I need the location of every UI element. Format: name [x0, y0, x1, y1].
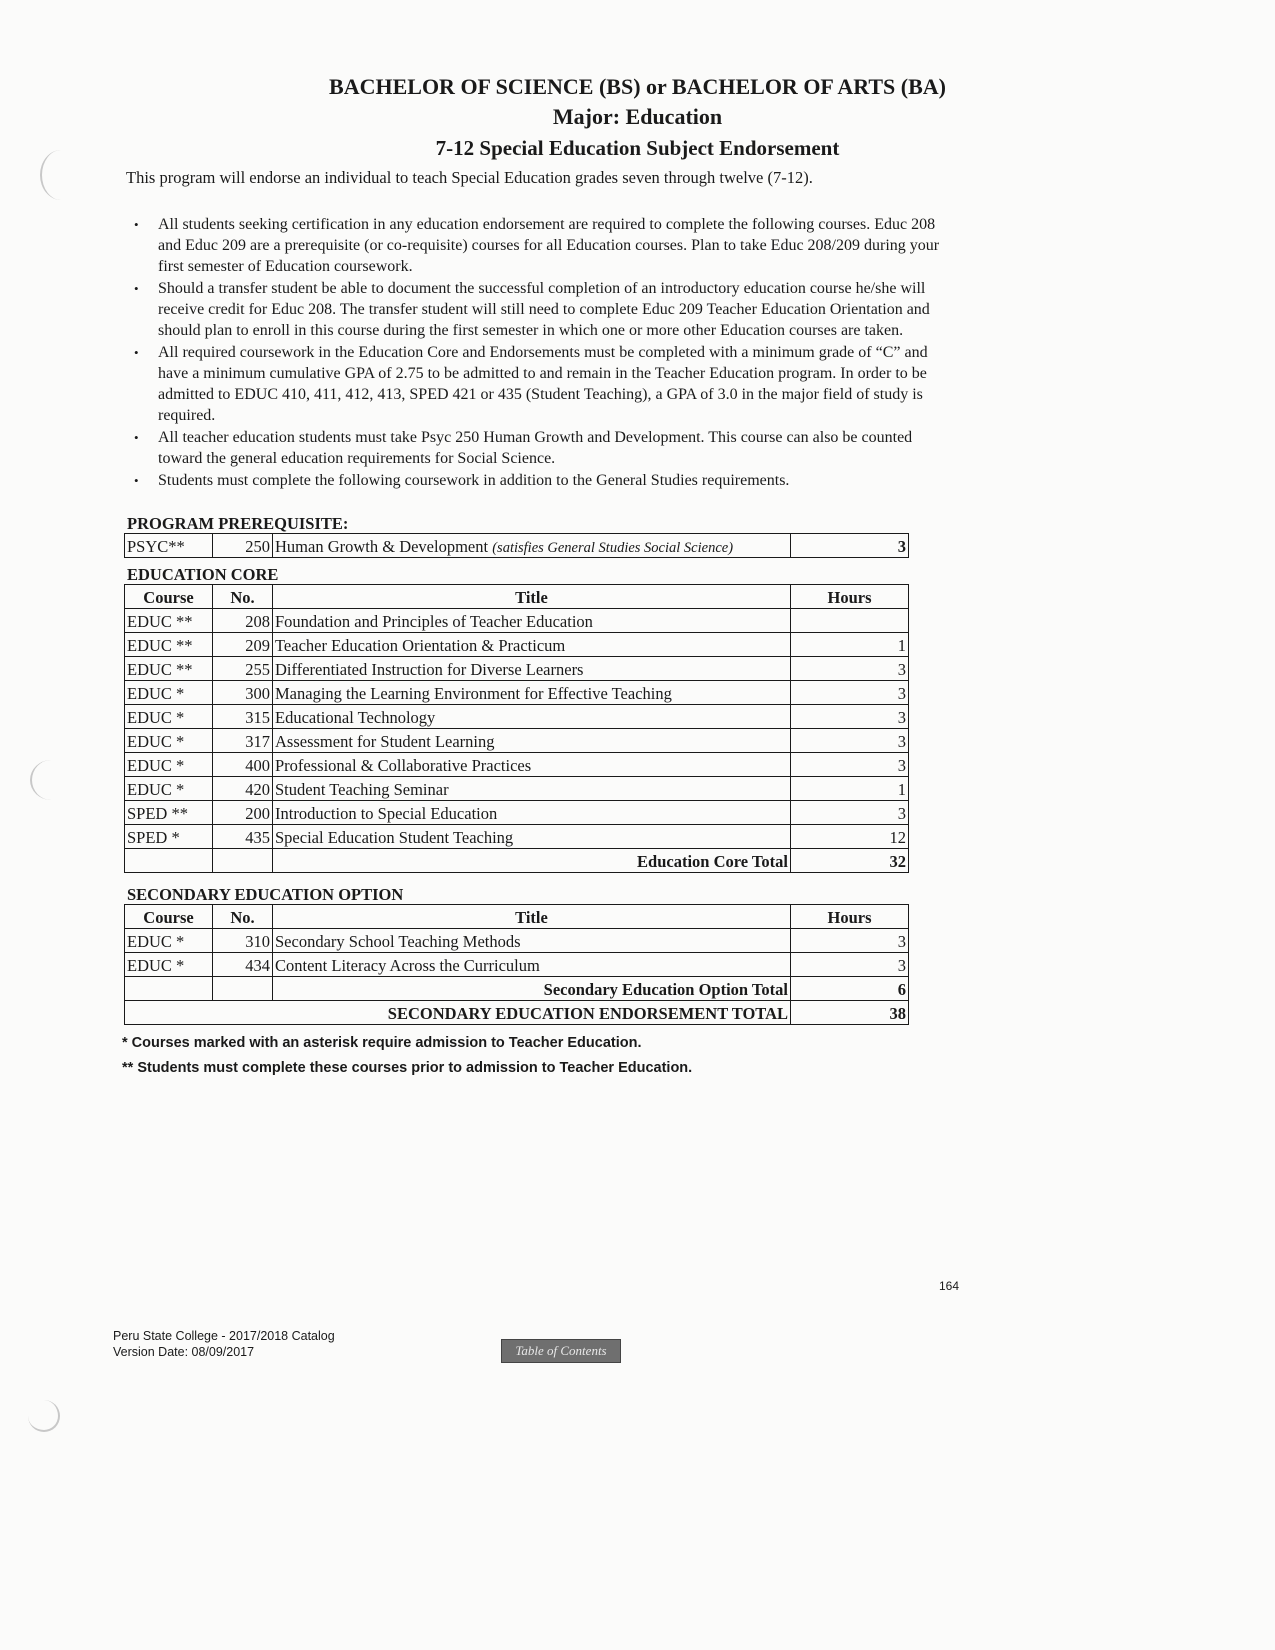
list-item: • All required coursework in the Education Core and Endorsements must be completed with a minimum grade of “C” and have a minimum cumulative GPA of 2.75 to be admitted to and remain in the Teacher Education program. In order to be admitted to EDUC 410, 411, 412, 413, SPED 421 or 435 (Student Teaching), a GPA of 3.0 in the major field of study is required. [158, 342, 948, 426]
hours-cell: 3 [791, 953, 909, 977]
page-number: 164 [939, 1279, 960, 1293]
course-note: (satisfies General Studies Social Science) [492, 540, 734, 556]
scan-artifact-middle [30, 760, 72, 800]
secondary-table [124, 904, 909, 1025]
hours-cell: 3 [791, 681, 909, 705]
table-header-row [125, 585, 909, 609]
hours-cell: 3 [791, 801, 909, 825]
table-row [125, 609, 909, 633]
number-cell: 200 [213, 801, 273, 825]
number-cell: 255 [213, 657, 273, 681]
course-cell: EDUC * [125, 929, 213, 953]
list-item: • Should a transfer student be able to document the successful completion of an introductory education course he/she will receive credit for Educ 208. The transfer student will still need to complete Educ 209 Teacher Education Orientation and should plan to enroll in this course during the first semester in which one or more other Education courses are taken. [158, 278, 948, 341]
grand-total-row [125, 1001, 909, 1025]
hours-cell: 3 [791, 657, 909, 681]
footnote-single-asterisk: * Courses marked with an asterisk require admission to Teacher Education. [122, 1035, 642, 1051]
column-header-course: Course [125, 905, 213, 929]
prereq-table [124, 533, 909, 558]
number-cell: 435 [213, 825, 273, 849]
number-cell: 434 [213, 953, 273, 977]
table-of-contents-button[interactable]: Table of Contents [501, 1339, 621, 1363]
column-header-title: Title [273, 905, 791, 929]
table-row [125, 729, 909, 753]
core-heading: EDUCATION CORE [127, 565, 279, 584]
number-cell: 208 [213, 609, 273, 633]
title-cell: Educational Technology [273, 705, 791, 729]
number-cell: 209 [213, 633, 273, 657]
total-hours: 32 [791, 849, 909, 873]
course-cell: EDUC * [125, 729, 213, 753]
number-cell: 300 [213, 681, 273, 705]
hours-cell: 3 [791, 929, 909, 953]
table-row [125, 705, 909, 729]
hours-cell: 3 [791, 705, 909, 729]
total-label: Secondary Education Option Total [273, 977, 791, 1001]
title-cell: Content Literacy Across the Curriculum [273, 953, 791, 977]
table-row [125, 633, 909, 657]
list-item: • Students must complete the following coursework in addition to the General Studies requirements. [158, 470, 948, 491]
column-header-no: No. [213, 905, 273, 929]
table-row [125, 753, 909, 777]
degree-title: BACHELOR OF SCIENCE (BS) or BACHELOR OF ARTS (BA) [329, 74, 946, 99]
number-cell: 400 [213, 753, 273, 777]
hours-cell: 3 [791, 534, 909, 558]
number-cell: 317 [213, 729, 273, 753]
course-cell: EDUC * [125, 705, 213, 729]
hours-cell: 1 [791, 777, 909, 801]
empty-cell [125, 849, 213, 873]
catalog-name: Peru State College - 2017/2018 Catalog [113, 1329, 335, 1343]
column-header-no: No. [213, 585, 273, 609]
title-cell: Professional & Collaborative Practices [273, 753, 791, 777]
table-row [125, 681, 909, 705]
empty-cell [213, 977, 273, 1001]
table-row [125, 825, 909, 849]
course-cell: EDUC ** [125, 609, 213, 633]
table-row [125, 929, 909, 953]
title-cell: Managing the Learning Environment for Effective Teaching [273, 681, 791, 705]
empty-cell [125, 977, 213, 1001]
course-cell: EDUC * [125, 753, 213, 777]
table-row [125, 777, 909, 801]
version-date: Version Date: 08/09/2017 [113, 1345, 255, 1359]
title-cell: Student Teaching Seminar [273, 777, 791, 801]
grand-total-hours: 38 [791, 1001, 909, 1025]
title-cell: Secondary School Teaching Methods [273, 929, 791, 953]
total-row [125, 849, 909, 873]
course-cell: EDUC ** [125, 633, 213, 657]
requirements-list [130, 214, 948, 492]
number-cell: 250 [213, 534, 273, 558]
column-header-course: Course [125, 585, 213, 609]
course-cell: EDUC * [125, 681, 213, 705]
course-cell: SPED * [125, 825, 213, 849]
course-cell: PSYC** [125, 534, 213, 558]
scan-artifact-bottom [28, 1400, 60, 1432]
major-title: Major: Education [552, 104, 723, 129]
title-cell: Foundation and Principles of Teacher Education [273, 609, 791, 633]
table-header-row [125, 905, 909, 929]
title-cell [273, 534, 791, 558]
course-cell: EDUC * [125, 953, 213, 977]
table-row [125, 801, 909, 825]
intro-text: This program will endorse an individual to teach Special Education grades seven through twelve (7-12). [126, 168, 813, 187]
total-label: Education Core Total [273, 849, 791, 873]
secondary-heading: SECONDARY EDUCATION OPTION [127, 885, 404, 904]
empty-cell [213, 849, 273, 873]
column-header-hours: Hours [791, 905, 909, 929]
table-row [125, 534, 909, 558]
list-item: • All teacher education students must take Psyc 250 Human Growth and Development. This course can also be counted toward the general education requirements for Social Science. [158, 427, 948, 469]
hours-cell: 1 [791, 633, 909, 657]
hours-cell [791, 609, 909, 633]
page-header [0, 74, 1275, 161]
list-item: • All students seeking certification in any education endorsement are required to complete the following courses. Educ 208 and Educ 209 are a prerequisite (or co-requisite) courses for all Education courses. Plan to take Educ 208/209 during your first semester of Education coursework. [158, 214, 948, 277]
hours-cell: 3 [791, 729, 909, 753]
core-table [124, 584, 909, 873]
column-header-title: Title [273, 585, 791, 609]
total-hours: 6 [791, 977, 909, 1001]
course-title: Human Growth & Development [275, 537, 489, 556]
course-cell: EDUC ** [125, 657, 213, 681]
number-cell: 310 [213, 929, 273, 953]
endorsement-title: 7-12 Special Education Subject Endorsement [435, 136, 840, 160]
course-cell: SPED ** [125, 801, 213, 825]
title-cell: Differentiated Instruction for Diverse Learners [273, 657, 791, 681]
prereq-heading: PROGRAM PREREQUISITE: [127, 514, 349, 533]
grand-total-label: SECONDARY EDUCATION ENDORSEMENT TOTAL [125, 1001, 791, 1025]
hours-cell: 3 [791, 753, 909, 777]
page-footer [113, 1328, 335, 1360]
column-header-hours: Hours [791, 585, 909, 609]
number-cell: 420 [213, 777, 273, 801]
title-cell: Assessment for Student Learning [273, 729, 791, 753]
total-row [125, 977, 909, 1001]
course-cell: EDUC * [125, 777, 213, 801]
footnote-double-asterisk: ** Students must complete these courses prior to admission to Teacher Education. [122, 1060, 693, 1076]
table-row [125, 657, 909, 681]
title-cell: Introduction to Special Education [273, 801, 791, 825]
table-row [125, 953, 909, 977]
title-cell: Teacher Education Orientation & Practicum [273, 633, 791, 657]
hours-cell: 12 [791, 825, 909, 849]
title-cell: Special Education Student Teaching [273, 825, 791, 849]
number-cell: 315 [213, 705, 273, 729]
